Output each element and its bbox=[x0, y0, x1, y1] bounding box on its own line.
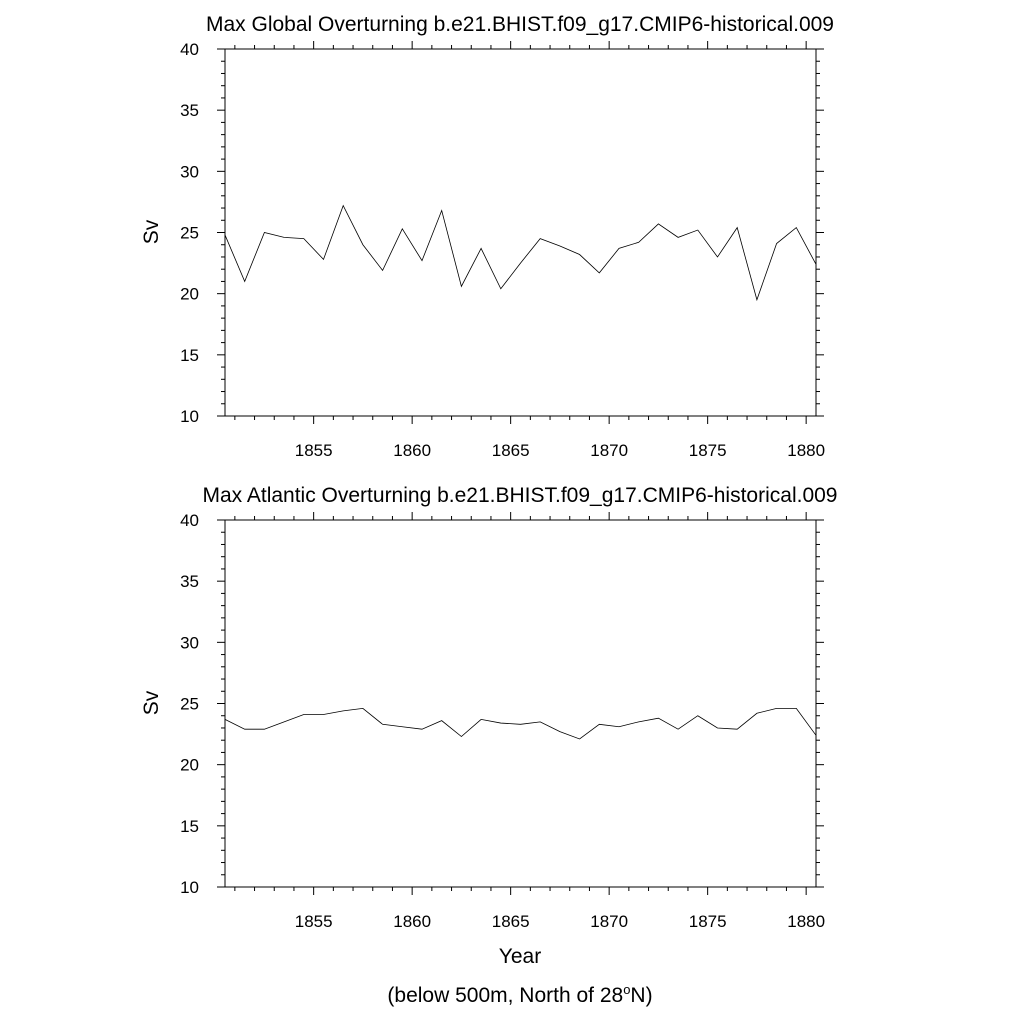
x-tick-label: 1880 bbox=[787, 441, 826, 460]
atlantic-overturning-panel bbox=[140, 484, 837, 968]
x-tick-label: 1870 bbox=[590, 912, 629, 931]
footnote bbox=[387, 982, 652, 1007]
y-tick-label: 40 bbox=[180, 40, 199, 59]
global-chart-title: Max Global Overturning b.e21.BHIST.f09_g17.CMIP6-historical.009 bbox=[206, 13, 834, 36]
y-axis-label: Sv bbox=[140, 690, 163, 716]
y-tick-label: 35 bbox=[180, 101, 199, 121]
tick-labels bbox=[180, 40, 825, 460]
x-axis-label: Year bbox=[498, 945, 542, 968]
footnote-text: (below 500m, North of 28 bbox=[387, 984, 624, 1007]
x-tick-label: 1880 bbox=[787, 912, 826, 931]
tick-labels bbox=[180, 511, 825, 931]
y-tick-label: 30 bbox=[180, 162, 199, 182]
plot-frame bbox=[225, 49, 816, 416]
degree-superscript: o bbox=[623, 982, 631, 997]
y-tick-label: 15 bbox=[180, 345, 199, 365]
y-tick-label: 10 bbox=[180, 878, 199, 897]
y-tick-label: 20 bbox=[180, 284, 199, 304]
x-tick-label: 1865 bbox=[491, 912, 530, 931]
tick-marks bbox=[217, 41, 824, 424]
y-tick-label: 15 bbox=[180, 816, 199, 836]
x-tick-label: 1855 bbox=[294, 912, 333, 931]
x-tick-label: 1860 bbox=[393, 912, 432, 931]
footnote-text-end: N) bbox=[630, 984, 653, 1007]
x-tick-label: 1870 bbox=[590, 441, 629, 460]
y-tick-label: 35 bbox=[180, 572, 199, 592]
y-tick-label: 25 bbox=[180, 223, 199, 243]
global-overturning-panel bbox=[140, 13, 834, 460]
x-tick-label: 1875 bbox=[688, 441, 727, 460]
x-tick-label: 1865 bbox=[491, 441, 530, 460]
atlantic-chart-title: Max Atlantic Overturning b.e21.BHIST.f09_g17.CMIP6-historical.009 bbox=[202, 484, 838, 507]
tick-marks bbox=[217, 512, 824, 895]
y-tick-label: 30 bbox=[180, 633, 199, 653]
atlantic-overturning-series-line bbox=[225, 708, 816, 739]
y-tick-label: 25 bbox=[180, 694, 199, 714]
x-tick-label: 1860 bbox=[393, 441, 432, 460]
plot-frame bbox=[225, 520, 816, 887]
x-tick-label: 1855 bbox=[294, 441, 333, 460]
y-tick-label: 40 bbox=[180, 511, 199, 530]
y-tick-label: 10 bbox=[180, 407, 199, 426]
y-axis-label: Sv bbox=[140, 219, 163, 245]
x-tick-label: 1875 bbox=[688, 912, 727, 931]
global-overturning-series-line bbox=[225, 206, 816, 300]
y-tick-label: 20 bbox=[180, 755, 199, 775]
